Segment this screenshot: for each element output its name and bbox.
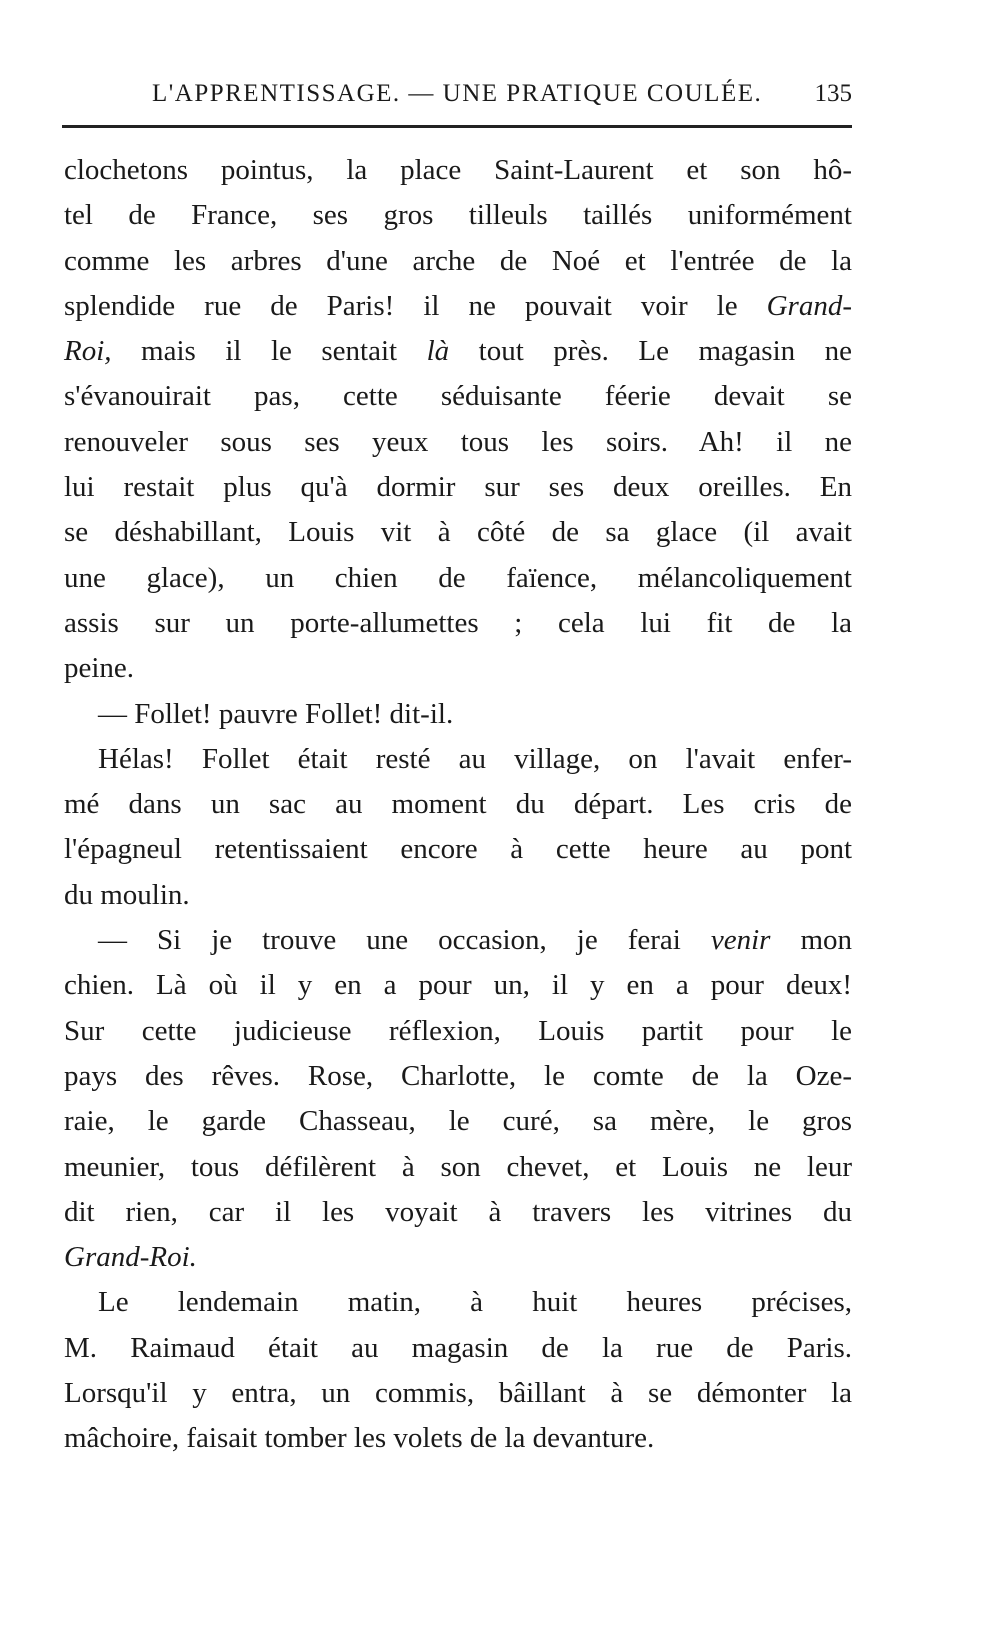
italic-text-segment: Grand-Roi. bbox=[64, 1241, 197, 1274]
text-line bbox=[64, 737, 852, 782]
text-segment: tel de France, ses gros tilleuls taillés uniformément bbox=[64, 199, 852, 232]
text-segment: splendide rue de Paris! il ne pouvait voir le bbox=[64, 289, 767, 322]
italic-text-segment: là bbox=[426, 335, 450, 368]
text-segment: mais il le sentait bbox=[111, 335, 427, 368]
text-segment: lui restait plus qu'à dormir sur ses deux oreilles. En bbox=[64, 471, 852, 504]
text-segment: comme les arbres d'une arche de Noé et l'entrée de la bbox=[64, 244, 852, 277]
text-segment: raie, le garde Chasseau, le curé, sa mère, le gros bbox=[64, 1105, 852, 1138]
text-segment: — Si je trouve une occasion, je ferai bbox=[98, 924, 711, 957]
running-head bbox=[62, 80, 852, 120]
text-segment: clochetons pointus, la place Saint-Laurent et son hô- bbox=[64, 154, 852, 186]
text-segment: l'épagneul retentissaient encore à cette heure au pont bbox=[64, 833, 852, 866]
running-title: L'APPRENTISSAGE. — UNE PRATIQUE COULÉE. bbox=[152, 80, 763, 107]
italic-text-segment: venir bbox=[710, 924, 771, 957]
text-line bbox=[64, 420, 852, 465]
text-line bbox=[64, 284, 852, 329]
text-line bbox=[64, 782, 852, 827]
text-segment: une glace), un chien de faïence, mélancoliquement bbox=[64, 561, 852, 594]
text-segment: M. Raimaud était au magasin de la rue de Paris. bbox=[64, 1331, 852, 1364]
text-line bbox=[64, 1009, 852, 1054]
text-segment: tout près. Le magasin ne bbox=[449, 335, 853, 368]
text-segment: meunier, tous défilèrent à son chevet, et Louis ne leur bbox=[64, 1150, 852, 1183]
text-line bbox=[64, 193, 852, 238]
text-segment: chien. Là où il y en a pour un, il y en a pour deux! bbox=[64, 969, 852, 1002]
text-line bbox=[64, 329, 852, 374]
text-line bbox=[64, 1190, 852, 1235]
body-text bbox=[64, 148, 852, 1462]
text-line bbox=[64, 1371, 852, 1416]
text-line bbox=[64, 1054, 852, 1099]
text-segment: Lorsqu'il y entra, un commis, bâillant à se démonter la bbox=[64, 1377, 852, 1410]
text-segment: du moulin. bbox=[64, 878, 190, 911]
text-line bbox=[64, 1235, 852, 1280]
text-segment: Le lendemain matin, à huit heures précises, bbox=[98, 1286, 852, 1319]
text-segment: Hélas! Follet était resté au village, on l'avait enfer- bbox=[98, 742, 852, 775]
text-segment: se déshabillant, Louis vit à côté de sa glace (il avait bbox=[64, 516, 852, 549]
text-line bbox=[64, 148, 852, 193]
text-line bbox=[64, 239, 852, 284]
text-line bbox=[64, 827, 852, 872]
text-segment: s'évanouirait pas, cette séduisante féerie devait se bbox=[64, 380, 852, 413]
text-segment: — Follet! pauvre Follet! dit-il. bbox=[98, 697, 454, 730]
text-segment: mâchoire, faisait tomber les volets de la devanture. bbox=[64, 1422, 655, 1455]
text-segment: dit rien, car il les voyait à travers les vitrines du bbox=[64, 1195, 852, 1228]
text-line bbox=[64, 1145, 852, 1190]
text-line bbox=[64, 1099, 852, 1144]
text-line bbox=[64, 556, 852, 601]
text-line bbox=[64, 1326, 852, 1371]
text-segment: renouveler sous ses yeux tous les soirs. Ah! il ne bbox=[64, 425, 852, 458]
text-segment: mé dans un sac au moment du départ. Les cris de bbox=[64, 788, 852, 821]
italic-text-segment: Roi, bbox=[64, 335, 112, 368]
text-line bbox=[64, 510, 852, 555]
text-line bbox=[64, 692, 852, 737]
text-line bbox=[64, 963, 852, 1008]
header-rule bbox=[62, 125, 852, 128]
text-segment: pays des rêves. Rose, Charlotte, le comte de la Oze- bbox=[64, 1059, 852, 1092]
text-line bbox=[64, 1416, 852, 1461]
text-line bbox=[64, 374, 852, 419]
text-segment: mon bbox=[770, 924, 852, 957]
text-line bbox=[64, 601, 852, 646]
text-segment: peine. bbox=[64, 652, 135, 685]
italic-text-segment: Grand- bbox=[766, 289, 852, 322]
text-line bbox=[64, 873, 852, 918]
text-segment: Sur cette judicieuse réflexion, Louis partit pour le bbox=[64, 1014, 852, 1047]
text-line bbox=[64, 918, 852, 963]
text-line bbox=[64, 1280, 852, 1325]
text-line bbox=[64, 646, 852, 691]
text-line bbox=[64, 465, 852, 510]
text-segment: assis sur un porte-allumettes ; cela lui fit de la bbox=[64, 606, 852, 639]
page-number: 135 bbox=[814, 80, 852, 107]
